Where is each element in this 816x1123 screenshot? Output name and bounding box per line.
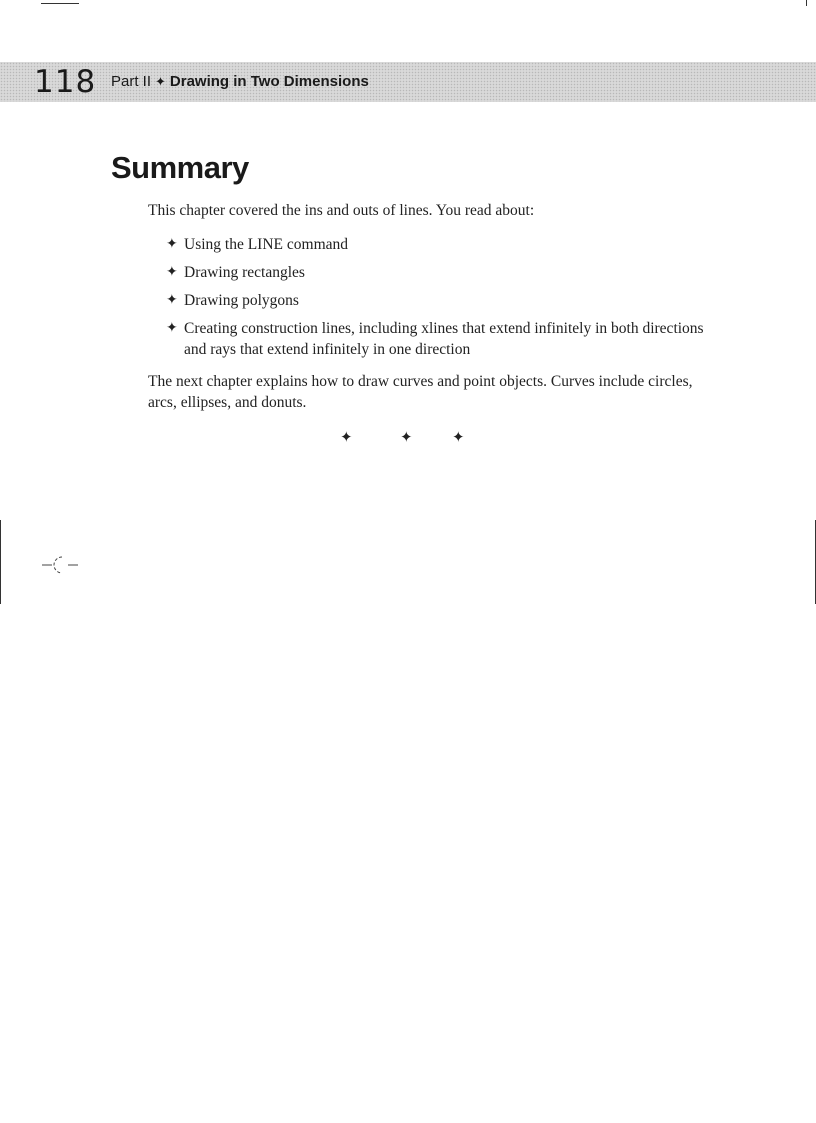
diamond-bullet-icon: ✦ <box>166 321 178 336</box>
section-heading: Summary <box>111 150 249 185</box>
list-item-text: Creating construction lines, including xlines that extend infinitely in both directions and rays that extend infinitely in one direction <box>184 320 704 358</box>
registration-mark-icon <box>40 552 80 578</box>
crop-mark-top <box>41 3 79 4</box>
list-item <box>166 318 706 360</box>
list-item <box>166 290 706 311</box>
chapter-title: Drawing in Two Dimensions <box>169 73 369 90</box>
summary-list <box>166 234 706 367</box>
list-item <box>166 262 706 283</box>
diamond-separator-icon: ✦ <box>155 74 166 89</box>
diamond-bullet-icon: ✦ <box>166 237 178 252</box>
end-mark-icon: ✦ <box>452 430 465 446</box>
list-item-text: Drawing polygons <box>184 292 299 309</box>
closing-paragraph: The next chapter explains how to draw curves and point objects. Curves include circles, arcs, ellipses, and donuts. <box>148 373 693 411</box>
intro-paragraph: This chapter covered the ins and outs of lines. You read about: <box>148 202 535 219</box>
end-mark-icon: ✦ <box>400 430 413 446</box>
crop-mark-left <box>0 520 1 604</box>
running-header <box>111 71 369 93</box>
page-number: 118 <box>34 64 97 100</box>
list-item-text: Using the LINE command <box>184 236 349 253</box>
crop-mark-top-right <box>806 0 807 6</box>
end-of-chapter-marks <box>340 428 480 448</box>
part-label: Part II <box>111 73 152 90</box>
diamond-bullet-icon: ✦ <box>166 265 178 280</box>
list-item-text: Drawing rectangles <box>184 264 305 281</box>
diamond-bullet-icon: ✦ <box>166 293 178 308</box>
end-mark-icon: ✦ <box>340 430 353 446</box>
list-item <box>166 234 706 255</box>
